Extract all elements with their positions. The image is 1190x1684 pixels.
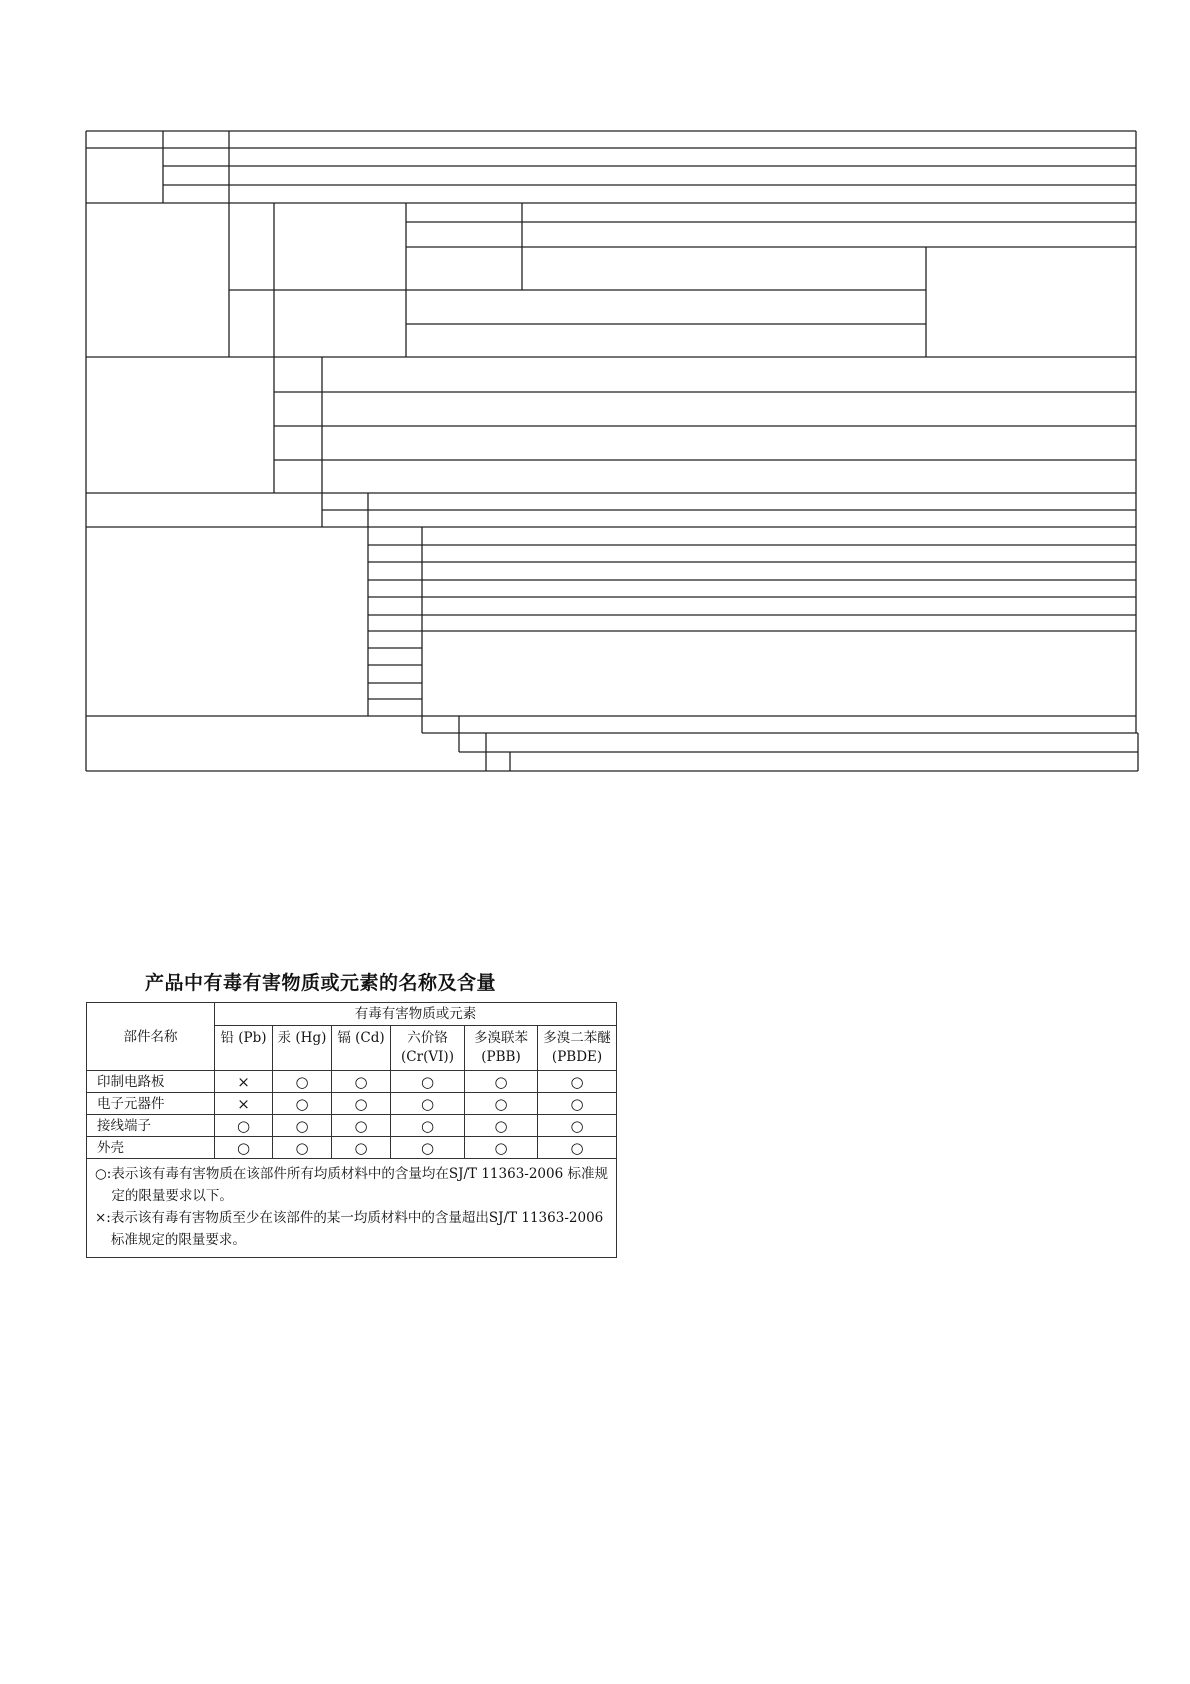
mark-cell: ○ xyxy=(538,1115,617,1137)
mark-cell: ○ xyxy=(332,1071,391,1093)
blank-form-grid xyxy=(0,0,1190,800)
substance-header-chromium: 六价铬 (Cr(VI)) xyxy=(391,1026,465,1071)
substance-header-pbb: 多溴联苯 (PBB) xyxy=(465,1026,538,1071)
mark-cell: ○ xyxy=(273,1093,332,1115)
mark-cell: ○ xyxy=(391,1093,465,1115)
mark-cell: ○ xyxy=(465,1093,538,1115)
note-exceeds xyxy=(95,1207,608,1251)
mark-cell: × xyxy=(215,1071,273,1093)
mark-cell: ○ xyxy=(273,1071,332,1093)
note-exceeds-text: 表示该有毒有害物质至少在该部件的某一均质材料中的含量超出SJ/T 11363-2006 标准规定的限量要求。 xyxy=(110,1210,604,1248)
rohs-table-title: 产品中有毒有害物质或元素的名称及含量 xyxy=(145,972,497,994)
mark-cell: ○ xyxy=(538,1071,617,1093)
mark-cell: × xyxy=(215,1093,273,1115)
substance-header-pbde: 多溴二苯醚 (PBDE) xyxy=(538,1026,617,1071)
hazardous-substance-table xyxy=(86,1002,617,1258)
mark-cell: ○ xyxy=(332,1115,391,1137)
substance-header-mercury: 汞 (Hg) xyxy=(273,1026,332,1071)
mark-cell: ○ xyxy=(332,1137,391,1159)
part-name-header: 部件名称 xyxy=(87,1003,215,1071)
part-name-cell: 外壳 xyxy=(87,1137,215,1159)
table-row xyxy=(87,1137,617,1159)
note-compliant xyxy=(95,1163,608,1207)
mark-cell: ○ xyxy=(465,1137,538,1159)
note-compliant-text: 表示该有毒有害物质在该部件所有均质材料中的含量均在SJ/T 11363-2006 标准规定的限量要求以下。 xyxy=(111,1166,608,1204)
substance-header-lead: 铅 (Pb) xyxy=(215,1026,273,1071)
mark-cell: ○ xyxy=(391,1115,465,1137)
mark-cell: ○ xyxy=(215,1137,273,1159)
part-name-cell: 印制电路板 xyxy=(87,1071,215,1093)
part-name-cell: 接线端子 xyxy=(87,1115,215,1137)
table-row xyxy=(87,1071,617,1093)
mark-cell: ○ xyxy=(538,1137,617,1159)
legend-notes xyxy=(87,1159,617,1258)
mark-cell: ○ xyxy=(538,1093,617,1115)
cross-mark-symbol: ×: xyxy=(95,1210,111,1226)
mark-cell: ○ xyxy=(465,1115,538,1137)
mark-cell: ○ xyxy=(391,1137,465,1159)
mark-cell: ○ xyxy=(332,1093,391,1115)
substance-group-header: 有毒有害物质或元素 xyxy=(215,1003,617,1026)
mark-cell: ○ xyxy=(215,1115,273,1137)
substance-header-cadmium: 镉 (Cd) xyxy=(332,1026,391,1071)
mark-cell: ○ xyxy=(465,1071,538,1093)
part-name-cell: 电子元器件 xyxy=(87,1093,215,1115)
mark-cell: ○ xyxy=(273,1137,332,1159)
table-row xyxy=(87,1093,617,1115)
table-row xyxy=(87,1115,617,1137)
mark-cell: ○ xyxy=(273,1115,332,1137)
mark-cell: ○ xyxy=(391,1071,465,1093)
circle-mark-symbol: ○: xyxy=(95,1166,112,1182)
